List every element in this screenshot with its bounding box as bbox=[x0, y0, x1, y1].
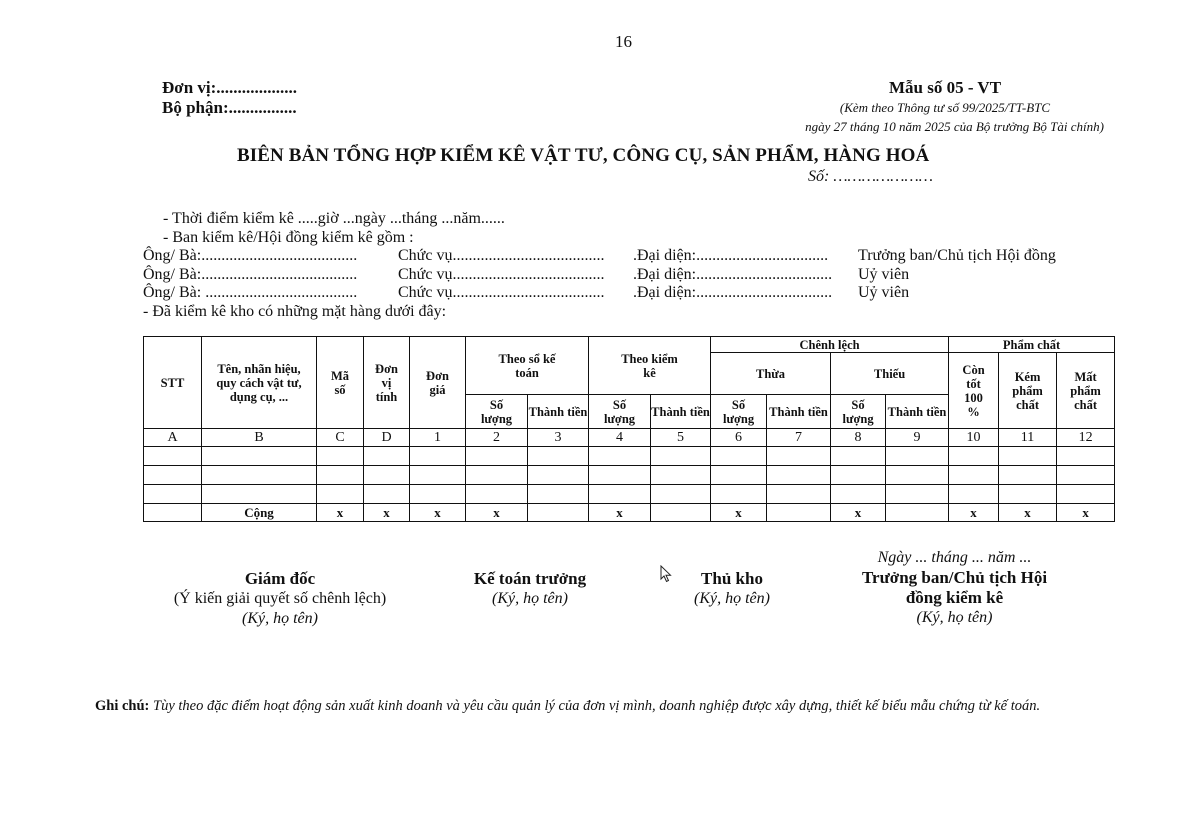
table-cell[interactable] bbox=[364, 447, 410, 466]
department-field: Bộ phận:................ bbox=[162, 98, 297, 117]
table-cell[interactable] bbox=[364, 485, 410, 504]
index-cell: 9 bbox=[886, 429, 949, 447]
form-number: Mẫu số 05 - VT bbox=[888, 78, 1002, 97]
header-left bbox=[162, 78, 297, 118]
inventory-table bbox=[143, 336, 1115, 522]
table-cell[interactable] bbox=[202, 485, 317, 504]
col-surplus: Thừa bbox=[711, 353, 831, 395]
page-number: 16 bbox=[615, 32, 632, 51]
total-cell: x bbox=[317, 504, 364, 522]
table-cell[interactable] bbox=[999, 466, 1057, 485]
table-cell[interactable] bbox=[949, 485, 999, 504]
total-cell bbox=[144, 504, 202, 522]
index-cell: 7 bbox=[767, 429, 831, 447]
member-name: Ông/ Bà:....................................... bbox=[143, 247, 358, 264]
signature-storekeeper bbox=[672, 569, 792, 609]
col-unit-price: Đơn giá bbox=[410, 337, 466, 429]
table-cell[interactable] bbox=[767, 485, 831, 504]
col-books-amount: Thành tiền bbox=[528, 395, 589, 429]
signature-subtitle: (Ý kiến giải quyết số chênh lệch) bbox=[173, 590, 387, 607]
col-surplus-qty: Số lượng bbox=[711, 395, 767, 429]
index-cell: 3 bbox=[528, 429, 589, 447]
table-cell[interactable] bbox=[528, 447, 589, 466]
col-poor: Kém phẩm chất bbox=[999, 353, 1057, 429]
form-reference bbox=[740, 98, 1110, 136]
col-good: Còn tốt 100 % bbox=[949, 353, 999, 429]
signature-title: Trưởng ban/Chủ tịch Hội bbox=[861, 568, 1048, 587]
table-cell[interactable] bbox=[886, 466, 949, 485]
member-role: Uỷ viên bbox=[858, 265, 910, 283]
member-representative: .Đại diện:................................. bbox=[633, 247, 829, 264]
footnote-text: Tùy theo đặc điểm hoạt động sản xuất kinh doanh và yêu cầu quản lý của đơn vị mình, doanh nghiệp được xây dựng, thiết kế biểu mẫu chứng từ kế toán. bbox=[153, 698, 1041, 714]
col-by-books: Theo sổ kế toán bbox=[466, 337, 589, 395]
inventory-time: - Thời điểm kiểm kê .....giờ ...ngày ...tháng ...năm...... bbox=[163, 210, 505, 227]
column-index-row bbox=[144, 429, 1115, 447]
table-cell[interactable] bbox=[317, 466, 364, 485]
index-cell: 8 bbox=[831, 429, 886, 447]
index-cell: 6 bbox=[711, 429, 767, 447]
table-cell[interactable] bbox=[999, 447, 1057, 466]
table-cell[interactable] bbox=[711, 447, 767, 466]
table-cell[interactable] bbox=[317, 447, 364, 466]
index-cell: 2 bbox=[466, 429, 528, 447]
index-cell: A bbox=[144, 429, 202, 447]
signature-title: Thủ kho bbox=[701, 569, 763, 588]
col-quality: Phẩm chất bbox=[949, 337, 1115, 353]
signature-title: Kế toán trưởng bbox=[473, 569, 587, 588]
table-cell[interactable] bbox=[1057, 485, 1115, 504]
table-cell[interactable] bbox=[589, 485, 651, 504]
items-intro: - Đã kiểm kê kho có những mặt hàng dưới đây: bbox=[143, 302, 447, 320]
table-cell[interactable] bbox=[466, 466, 528, 485]
col-code: Mã số bbox=[317, 337, 364, 429]
inventory-board: - Ban kiểm kê/Hội đồng kiểm kê gồm : bbox=[163, 228, 414, 246]
table-cell[interactable] bbox=[410, 485, 466, 504]
col-shortage-qty: Số lượng bbox=[831, 395, 886, 429]
member-position: Chức vụ...................................... bbox=[398, 247, 605, 264]
form-reference-line-1: (Kèm theo Thông tư số 99/2025/TT-BTC bbox=[839, 100, 1051, 115]
table-cell[interactable] bbox=[202, 447, 317, 466]
total-cell: x bbox=[410, 504, 466, 522]
index-cell: 10 bbox=[949, 429, 999, 447]
table-cell[interactable] bbox=[999, 485, 1057, 504]
table-cell[interactable] bbox=[144, 466, 202, 485]
member-name: Ông/ Bà:....................................... bbox=[143, 265, 358, 283]
table-cell[interactable] bbox=[589, 466, 651, 485]
mouse-cursor-icon bbox=[660, 565, 672, 588]
form-reference-line-2: ngày 27 tháng 10 năm 2025 của Bộ trưởng Bộ Tài chính) bbox=[805, 119, 1104, 134]
table-cell[interactable] bbox=[651, 485, 711, 504]
col-surplus-amount: Thành tiền bbox=[767, 395, 831, 429]
table-cell[interactable] bbox=[711, 466, 767, 485]
table-cell[interactable] bbox=[202, 466, 317, 485]
table-cell[interactable] bbox=[144, 485, 202, 504]
total-cell: x bbox=[949, 504, 999, 522]
table-cell[interactable] bbox=[886, 447, 949, 466]
col-by-count: Theo kiểm kê bbox=[589, 337, 711, 395]
total-label: Cộng bbox=[202, 504, 317, 522]
table-cell[interactable] bbox=[651, 447, 711, 466]
table-cell[interactable] bbox=[466, 447, 528, 466]
table-cell[interactable] bbox=[711, 485, 767, 504]
col-count-amount: Thành tiền bbox=[651, 395, 711, 429]
member-name: Ông/ Bà: ...................................... bbox=[143, 284, 358, 301]
member-representative: .Đại diện:.................................. bbox=[633, 265, 833, 283]
member-representative: .Đại diện:.................................. bbox=[633, 284, 833, 301]
table-row bbox=[144, 447, 1115, 466]
signature-title-line-2: đồng kiểm kê bbox=[905, 588, 1004, 607]
total-cell: x bbox=[831, 504, 886, 522]
total-cell: x bbox=[999, 504, 1057, 522]
signature-hint: (Ký, họ tên) bbox=[916, 609, 993, 626]
total-cell bbox=[528, 504, 589, 522]
total-cell bbox=[767, 504, 831, 522]
table-cell[interactable] bbox=[949, 447, 999, 466]
col-item-name: Tên, nhãn hiệu, quy cách vật tư, dụng cụ, ... bbox=[202, 337, 317, 429]
member-role: Uỷ viên bbox=[858, 284, 910, 301]
member-row bbox=[143, 266, 1056, 285]
signature-hint: (Ký, họ tên) bbox=[242, 610, 318, 627]
col-count-qty: Số lượng bbox=[589, 395, 651, 429]
index-cell: 12 bbox=[1057, 429, 1115, 447]
table-row bbox=[144, 485, 1115, 504]
total-cell: x bbox=[466, 504, 528, 522]
index-cell: 4 bbox=[589, 429, 651, 447]
total-cell: x bbox=[364, 504, 410, 522]
col-shortage: Thiếu bbox=[831, 353, 949, 395]
member-role: Trưởng ban/Chủ tịch Hội đồng bbox=[858, 247, 1056, 264]
document-number: Số: ………………… bbox=[808, 168, 933, 185]
signature-board-head bbox=[832, 548, 1077, 628]
col-unit: Đơn vị tính bbox=[364, 337, 410, 429]
total-cell bbox=[651, 504, 711, 522]
signature-hint: (Ký, họ tên) bbox=[492, 590, 568, 607]
total-cell: x bbox=[1057, 504, 1115, 522]
table-cell[interactable] bbox=[831, 466, 886, 485]
table-cell[interactable] bbox=[1057, 447, 1115, 466]
footnote bbox=[95, 697, 1115, 716]
col-lost: Mất phẩm chất bbox=[1057, 353, 1115, 429]
table-cell[interactable] bbox=[317, 485, 364, 504]
col-difference: Chênh lệch bbox=[711, 337, 949, 353]
table-cell[interactable] bbox=[831, 485, 886, 504]
table-cell[interactable] bbox=[886, 485, 949, 504]
table-cell[interactable] bbox=[767, 466, 831, 485]
table-cell[interactable] bbox=[949, 466, 999, 485]
table-cell[interactable] bbox=[364, 466, 410, 485]
unit-field: Đơn vị:................... bbox=[162, 78, 298, 97]
table-cell[interactable] bbox=[831, 447, 886, 466]
table-cell[interactable] bbox=[466, 485, 528, 504]
index-cell: 5 bbox=[651, 429, 711, 447]
member-position: Chức vụ...................................... bbox=[398, 265, 605, 283]
date-line: Ngày ... tháng ... năm ... bbox=[877, 549, 1032, 566]
total-cell: x bbox=[589, 504, 651, 522]
index-cell: B bbox=[202, 429, 317, 447]
signature-chief-accountant bbox=[440, 569, 620, 609]
signature-hint: (Ký, họ tên) bbox=[694, 590, 770, 607]
signature-director bbox=[150, 569, 410, 629]
document-title: BIÊN BẢN TỔNG HỢP KIỂM KÊ VẬT TƯ, CÔNG CỤ, SẢN PHẨM, HÀNG HOÁ bbox=[237, 145, 930, 166]
total-cell: x bbox=[711, 504, 767, 522]
index-cell: C bbox=[317, 429, 364, 447]
total-row bbox=[144, 504, 1115, 522]
index-cell: 11 bbox=[999, 429, 1057, 447]
header-right bbox=[740, 78, 1110, 136]
table-cell[interactable] bbox=[1057, 466, 1115, 485]
footnote-label: Ghi chú: bbox=[95, 698, 150, 714]
col-stt: STT bbox=[144, 337, 202, 429]
table-cell[interactable] bbox=[410, 466, 466, 485]
table-cell[interactable] bbox=[651, 466, 711, 485]
table-cell[interactable] bbox=[144, 447, 202, 466]
inventory-info bbox=[143, 210, 1056, 321]
total-cell bbox=[886, 504, 949, 522]
table-cell[interactable] bbox=[528, 485, 589, 504]
table-row bbox=[144, 466, 1115, 485]
table-cell[interactable] bbox=[410, 447, 466, 466]
col-shortage-amount: Thành tiền bbox=[886, 395, 949, 429]
table-cell[interactable] bbox=[528, 466, 589, 485]
index-cell: 1 bbox=[410, 429, 466, 447]
member-row bbox=[143, 247, 1056, 266]
signature-title: Giám đốc bbox=[244, 569, 316, 588]
index-cell: D bbox=[364, 429, 410, 447]
col-books-qty: Số lượng bbox=[466, 395, 528, 429]
table-cell[interactable] bbox=[767, 447, 831, 466]
member-row bbox=[143, 284, 1056, 303]
member-position: Chức vụ...................................... bbox=[398, 284, 605, 301]
table-cell[interactable] bbox=[589, 447, 651, 466]
